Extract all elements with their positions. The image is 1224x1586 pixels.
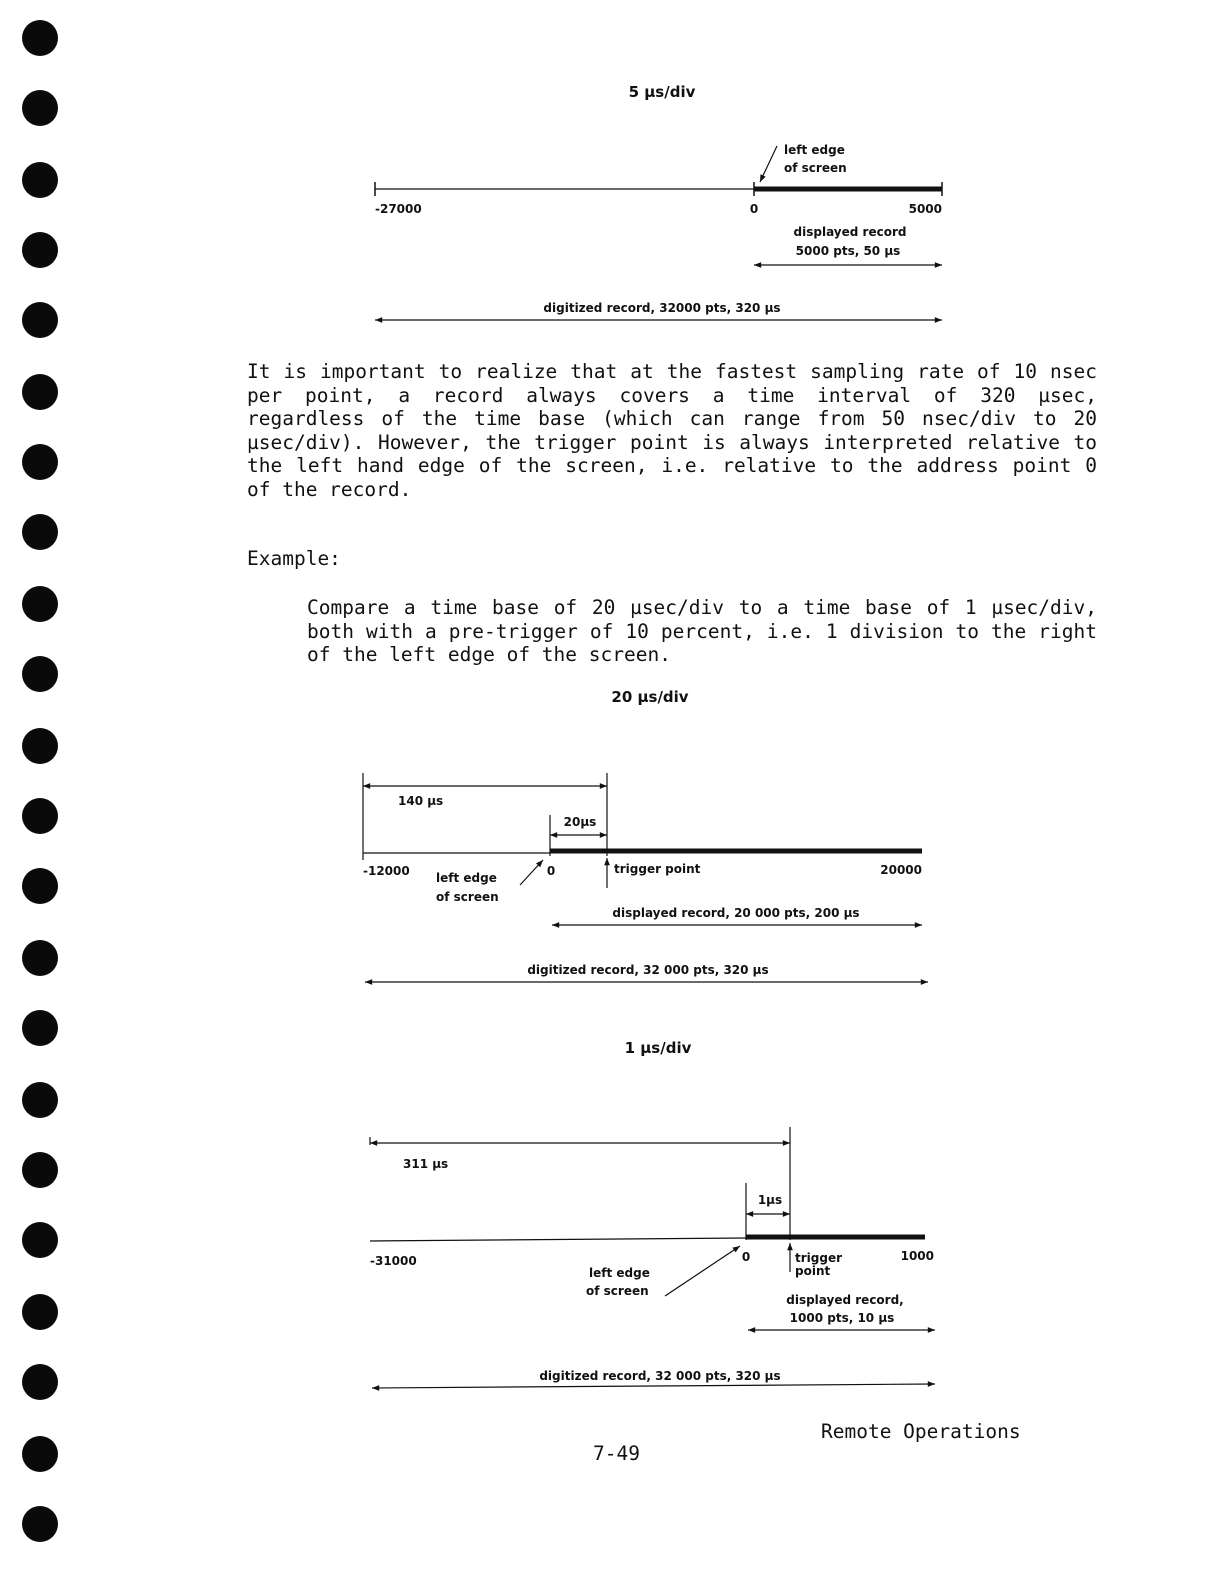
footer-section-title: Remote Operations: [821, 1420, 1021, 1443]
figure2-tick-zero: 0: [546, 864, 556, 878]
figure3-tick-left: -31000: [370, 1254, 417, 1268]
figure3-tick-zero: 0: [741, 1250, 751, 1264]
figure-20us-div: [363, 688, 928, 982]
figure3-left-edge-pointer: [665, 1246, 740, 1296]
figure2-tick-right: 20000: [880, 863, 922, 877]
figure1-left-edge-pointer: [760, 146, 777, 182]
body-paragraph: It is important to realize that at the fastest sampling rate of 10 nsec per point, a record always covers a time interval of 320 µsec, regardless of the time base (which can range from 50 nsec/div to 20 µsec/div). However, the trigger point is always interpreted relative to the left hand edge of the screen, i.e. relative to the address point 0 of the record.: [247, 360, 1097, 501]
figure3-trigger-label-2: point: [795, 1264, 831, 1278]
figure1-left-edge-label-2: of screen: [784, 161, 847, 175]
figure-5us-div: [375, 83, 942, 320]
figure1-tick-right: 5000: [908, 202, 942, 216]
figure3-tick-right: 1000: [900, 1249, 934, 1263]
figure2-left-edge-label-2: of screen: [436, 890, 499, 904]
figure1-left-edge-label-1: left edge: [784, 143, 845, 157]
figure2-digitized-label: digitized record, 32 000 pts, 320 µs: [527, 963, 769, 977]
figure3-displayed-label-1: displayed record,: [786, 1293, 904, 1307]
figure2-tick-left: -12000: [363, 864, 410, 878]
figure3-span-label: 311 µs: [403, 1157, 449, 1171]
figure1-tick-zero: 0: [749, 202, 759, 216]
figure-1us-div: [370, 1039, 935, 1388]
figure2-displayed-label: displayed record, 20 000 pts, 200 µs: [612, 906, 860, 920]
figure3-digitized-arrow: [372, 1384, 935, 1388]
figure2-span-label: 140 µs: [398, 794, 444, 808]
figure2-trigger-label: trigger point: [614, 862, 701, 876]
figure3-left-edge-label-2: of screen: [586, 1284, 649, 1298]
figure1-tick-left: -27000: [375, 202, 422, 216]
figure3-displayed-label-2: 1000 pts, 10 µs: [789, 1311, 895, 1325]
figure2-title: 20 µs/div: [611, 688, 689, 706]
figure1-displayed-label-2: 5000 pts, 50 µs: [795, 244, 901, 258]
figure1-digitized-label: digitized record, 32000 pts, 320 µs: [543, 301, 781, 315]
figure1-displayed-label-1: displayed record: [793, 225, 907, 239]
figure3-axis-line: [370, 1238, 746, 1241]
figure3-trigger-label-1: trigger: [795, 1251, 843, 1265]
figure3-title: 1 µs/div: [624, 1039, 692, 1057]
figure3-digitized-label: digitized record, 32 000 pts, 320 µs: [539, 1369, 781, 1383]
figure2-left-edge-pointer: [520, 860, 543, 885]
example-heading: Example:: [247, 547, 341, 570]
figure3-left-edge-label-1: left edge: [589, 1266, 650, 1280]
figure2-left-edge-label-1: left edge: [436, 871, 497, 885]
figure2-pretrigger-label: 20µs: [563, 815, 597, 829]
example-text: Compare a time base of 20 µsec/div to a time base of 1 µsec/div, both with a pre-trigger of 10 percent, i.e. 1 division to the right of the left edge of the screen.: [307, 596, 1097, 666]
page-number: 7-49: [593, 1442, 640, 1465]
figure1-title: 5 µs/div: [628, 83, 696, 101]
figure3-pretrigger-label: 1µs: [757, 1193, 783, 1207]
